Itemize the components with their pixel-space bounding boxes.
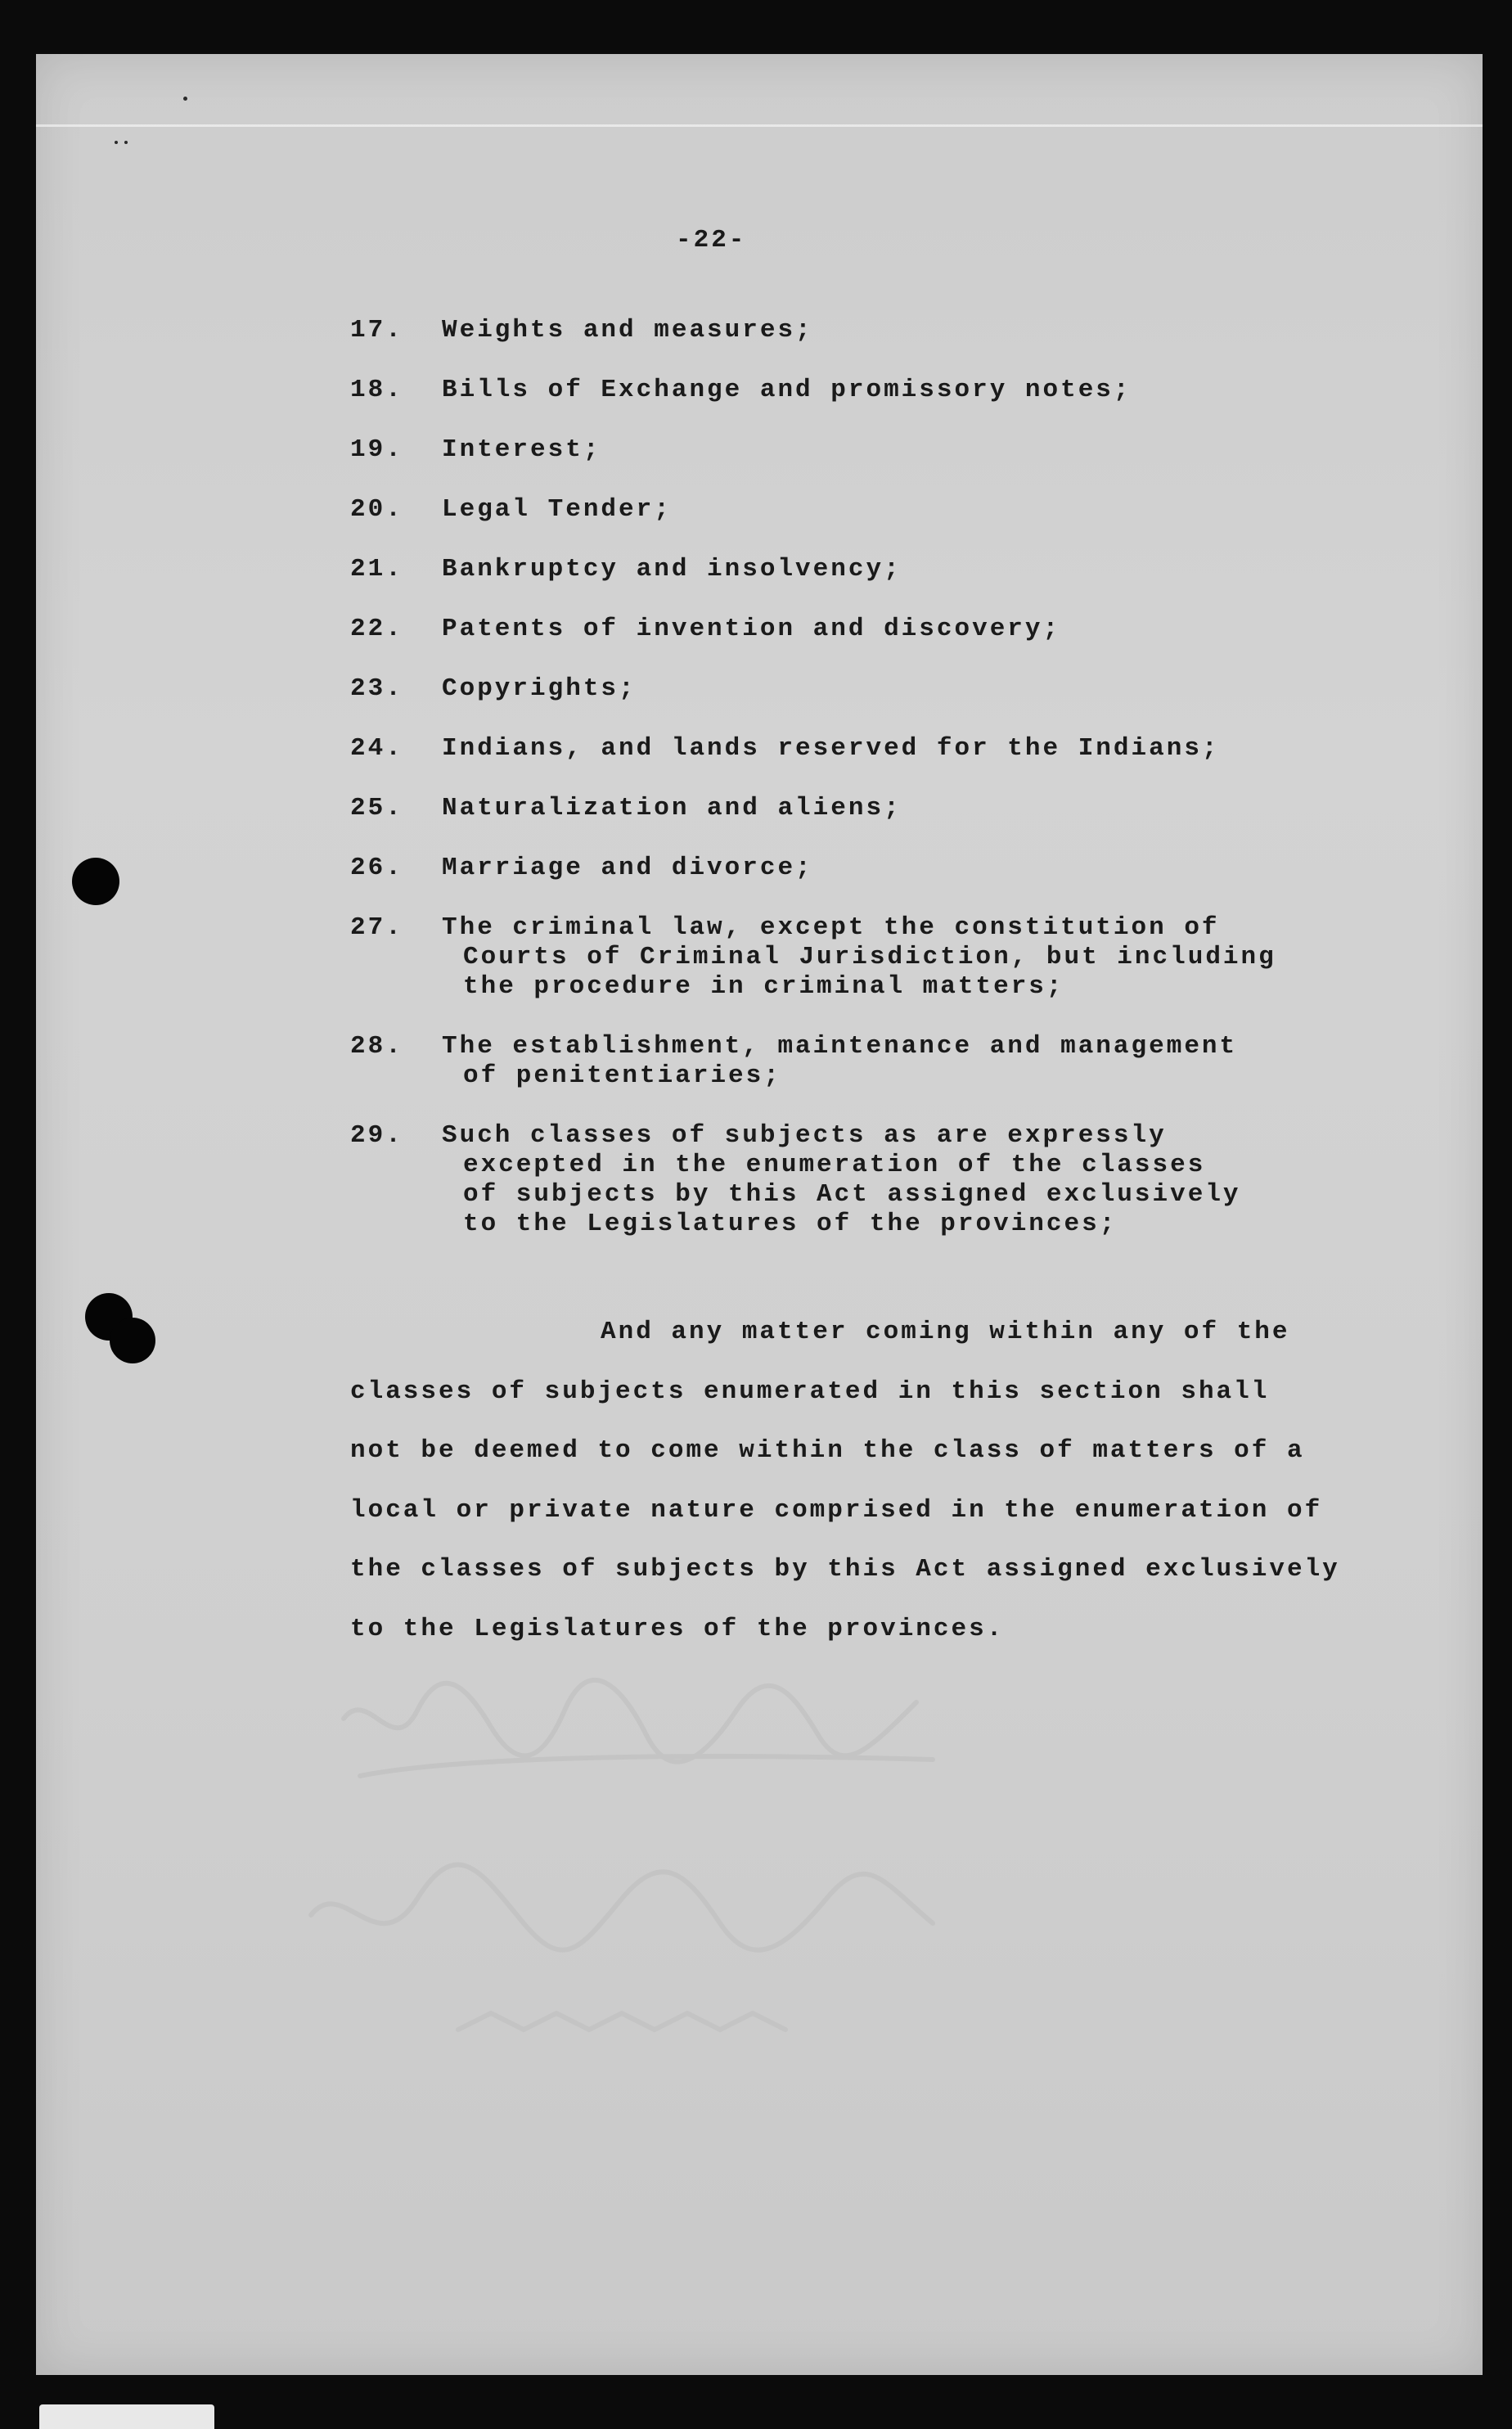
item-text-line: the procedure in criminal matters; — [463, 972, 1064, 1001]
item-text-line: Marriage and divorce; — [442, 854, 813, 882]
item-number: 28. — [350, 1032, 403, 1061]
closing-paragraph — [350, 1303, 1340, 1659]
item-text-line: Courts of Criminal Jurisdiction, but including — [463, 943, 1276, 971]
page-number: -22- — [676, 226, 747, 255]
film-tab-strip — [39, 2404, 214, 2429]
list-item — [350, 555, 1276, 584]
list-item — [350, 1121, 1276, 1239]
list-item — [350, 913, 1276, 1002]
paragraph-line: the classes of subjects by this Act assigned exclusively — [350, 1555, 1340, 1584]
item-text — [442, 495, 672, 525]
item-text-line: Weights and measures; — [442, 316, 813, 345]
item-number: 22. — [350, 615, 403, 643]
item-text — [442, 674, 637, 704]
paper-fold-line — [36, 124, 1483, 127]
list-item — [350, 854, 1276, 883]
item-text — [442, 316, 813, 345]
item-text-line: to the Legislatures of the provinces; — [463, 1210, 1118, 1238]
paragraph-line: to the Legislatures of the provinces. — [350, 1614, 1005, 1643]
list-item — [350, 435, 1276, 465]
dust-speck — [183, 97, 187, 101]
dust-speck — [124, 141, 128, 144]
item-text — [442, 615, 1060, 644]
list-item — [350, 1032, 1276, 1091]
item-text — [442, 555, 902, 584]
item-number: 17. — [350, 316, 403, 345]
list-item — [350, 794, 1276, 823]
list-item — [350, 376, 1276, 405]
item-text — [442, 794, 902, 823]
item-number: 20. — [350, 495, 403, 524]
list-item — [350, 734, 1276, 764]
item-text — [442, 376, 1132, 405]
item-text-line: Bankruptcy and insolvency; — [442, 555, 902, 584]
paragraph-line: classes of subjects enumerated in this section shall — [350, 1377, 1270, 1406]
item-text-line: Such classes of subjects as are expressly — [442, 1121, 1167, 1150]
item-number: 24. — [350, 734, 403, 763]
item-text — [442, 1121, 1241, 1239]
item-number: 27. — [350, 913, 403, 942]
dust-speck — [115, 141, 118, 144]
item-text-line: Patents of invention and discovery; — [442, 615, 1061, 643]
item-text-line: Interest; — [442, 435, 601, 464]
item-text-line: Bills of Exchange and promissory notes; — [442, 376, 1132, 404]
item-text — [442, 1032, 1237, 1091]
list-item — [350, 674, 1276, 704]
item-text-line: of subjects by this Act assigned exclusively — [463, 1180, 1241, 1209]
item-text — [442, 734, 1220, 764]
list-item — [350, 615, 1276, 644]
item-text — [442, 435, 601, 465]
item-text — [442, 913, 1276, 1002]
punch-hole-upper — [72, 858, 119, 905]
list-item — [350, 316, 1276, 345]
paragraph-line: And any matter coming within any of the — [601, 1318, 1290, 1346]
item-number: 18. — [350, 376, 403, 404]
punch-hole-lower-overlap — [110, 1318, 155, 1363]
item-number: 23. — [350, 674, 403, 703]
paragraph-line: not be deemed to come within the class of matters of a — [350, 1436, 1305, 1465]
item-text-line: The criminal law, except the constitution of — [442, 913, 1220, 942]
enumerated-items-list — [350, 316, 1276, 1269]
item-number: 26. — [350, 854, 403, 882]
list-item — [350, 495, 1276, 525]
item-number: 25. — [350, 794, 403, 822]
item-text-line: The establishment, maintenance and management — [442, 1032, 1238, 1061]
item-number: 29. — [350, 1121, 403, 1150]
item-text-line: Indians, and lands reserved for the Indians; — [442, 734, 1220, 763]
item-text-line: Naturalization and aliens; — [442, 794, 902, 822]
item-number: 19. — [350, 435, 403, 464]
item-text — [442, 854, 813, 883]
item-text-line: of penitentiaries; — [463, 1061, 781, 1090]
paragraph-line: local or private nature comprised in the enumeration of — [350, 1495, 1323, 1525]
item-text-line: excepted in the enumeration of the classes — [463, 1151, 1206, 1179]
item-text-line: Legal Tender; — [442, 495, 672, 524]
item-number: 21. — [350, 555, 403, 584]
item-text-line: Copyrights; — [442, 674, 637, 703]
